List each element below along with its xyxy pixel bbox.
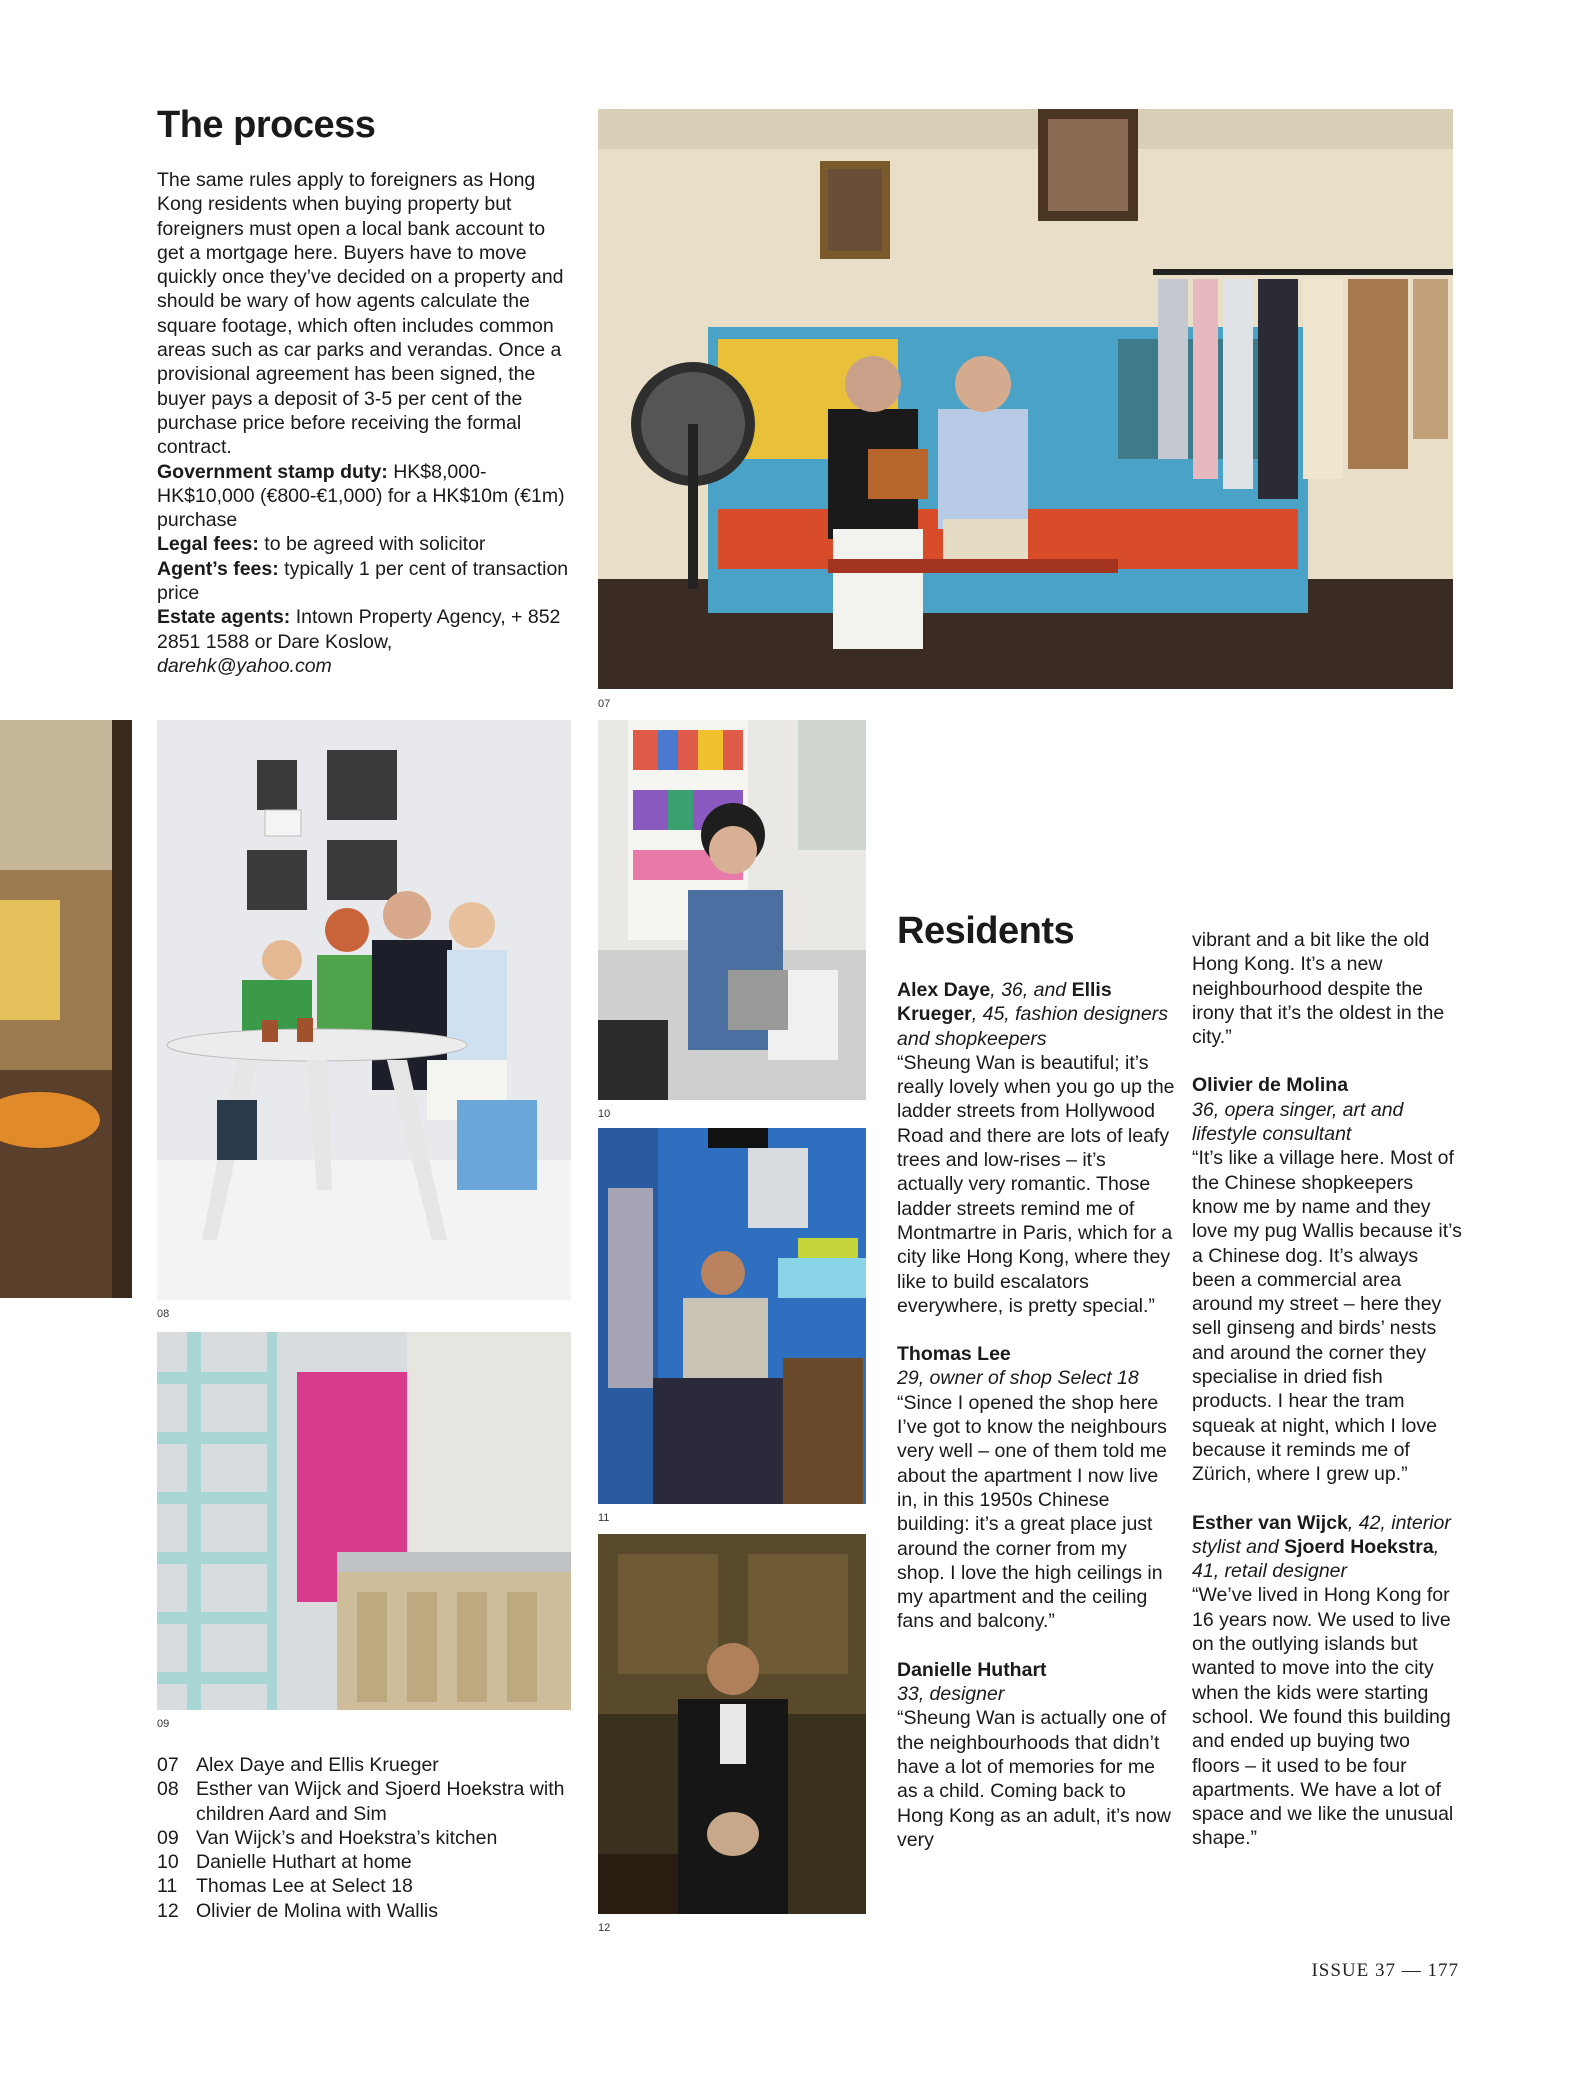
caption-number: 07 bbox=[157, 1754, 179, 1776]
residents-column-1 bbox=[897, 978, 1177, 1876]
resident-quote: “Since I opened the shop here I’ve got to know the neighbours very well – one of them told me about the apartment I now live in, in this 1950s Chinese building: it’s a great place just around the corner from my shop. I love the high ceilings in my apartment and the ceiling fans and balcony.” bbox=[897, 1391, 1167, 1633]
caption-text: Alex Daye and Ellis Krueger bbox=[196, 1754, 439, 1776]
photo-07 bbox=[598, 109, 1453, 689]
caption-text: Thomas Lee at Select 18 bbox=[196, 1875, 413, 1898]
resident-meta: 29, owner of shop Select 18 bbox=[897, 1367, 1139, 1390]
photo-11 bbox=[598, 1128, 866, 1504]
resident-meta: , 36, and bbox=[990, 979, 1072, 1001]
resident-name: Danielle Huthart bbox=[897, 1658, 1047, 1681]
photo-bleed-left bbox=[0, 720, 132, 1298]
resident-meta: , 45, fashion designers and shopkeepers bbox=[897, 1003, 1168, 1050]
photo-10 bbox=[598, 720, 866, 1100]
caption-row bbox=[157, 1777, 576, 1826]
resident-danielle-continued bbox=[1192, 928, 1462, 1049]
caption-text: Olivier de Molina with Wallis bbox=[196, 1899, 439, 1922]
resident-name: Ellis Krueger bbox=[897, 979, 1112, 1026]
caption-text: Danielle Huthart at home bbox=[196, 1851, 412, 1874]
caption-row bbox=[157, 1753, 576, 1777]
photo-number-07: 07 bbox=[598, 698, 611, 710]
agent-fees-label: Agent’s fees: bbox=[157, 557, 279, 580]
resident-quote: “Sheung Wan is actually one of the neighbourhoods that didn’t have a lot of memories for me as a child. Coming back to Hong Kong as an adult, it’s now very bbox=[897, 1707, 1171, 1851]
caption-row bbox=[157, 1826, 576, 1850]
resident-name: Sjoerd Hoekstra bbox=[1284, 1535, 1434, 1558]
caption-number: 11 bbox=[157, 1875, 178, 1898]
resident-name: Olivier de Molina bbox=[1192, 1074, 1349, 1097]
section-title-residents: Residents bbox=[897, 910, 1075, 952]
caption-text: Van Wijck’s and Hoekstra’s kitchen bbox=[196, 1826, 498, 1849]
estate-agents-label: Estate agents: bbox=[157, 606, 291, 629]
stamp-duty-label: Government stamp duty: bbox=[157, 460, 388, 483]
resident-quote: “It’s like a village here. Most of the Chinese shopkeepers know me by name and they love my pug Wallis because it’s a Chinese dog. It’s always been a commercial area around my street – here they sell ginseng and birds’ nests and around the corner they specialise in dried fish products. I hear the tram squeak at night, which I love because it reminds me of Zürich, where I grew up.” bbox=[1192, 1147, 1462, 1486]
resident-esther-sjoerd bbox=[1192, 1511, 1462, 1851]
resident-name: Alex Daye bbox=[897, 979, 991, 1001]
photo-08 bbox=[157, 720, 571, 1300]
agent-fees-value: typically 1 per cent of transaction price bbox=[157, 557, 569, 605]
caption-row bbox=[157, 1850, 576, 1874]
resident-meta: , 41, retail designer bbox=[1192, 1535, 1440, 1583]
resident-olivier bbox=[1192, 1073, 1462, 1486]
caption-number: 09 bbox=[157, 1826, 179, 1849]
legal-fees-value: to be agreed with solicitor bbox=[258, 533, 486, 556]
resident-name: Esther van Wijck bbox=[1192, 1511, 1348, 1534]
resident-danielle bbox=[897, 1658, 1177, 1852]
residents-column-2 bbox=[1192, 928, 1462, 1875]
resident-thomas bbox=[897, 1342, 1177, 1634]
resident-quote: “Sheung Wan is beautiful; it’s really lovely when you go up the ladder streets from Hollywood Road and there are lots of leafy trees and low-rises – it’s actually very romantic. Those ladder streets remind me of Montmartre in Paris, which for a city like Hong Kong, where they like to build escalators everywhere, is pretty special.” bbox=[897, 1051, 1175, 1317]
caption-row bbox=[157, 1874, 576, 1898]
photo-09 bbox=[157, 1332, 571, 1710]
caption-row bbox=[157, 1899, 576, 1923]
photo-number-10: 10 bbox=[598, 1108, 611, 1120]
legal-fees-label: Legal fees: bbox=[157, 533, 259, 556]
stamp-duty-value: HK$8,000-HK$10,000 (€800-€1,000) for a HK$10m (€1m) purchase bbox=[157, 460, 565, 532]
caption-number: 08 bbox=[157, 1778, 179, 1801]
section-title-process: The process bbox=[157, 104, 376, 146]
process-intro: The same rules apply to foreigners as Hong Kong residents when buying property but foreigners must open a local bank account to get a mortgage here. Buyers have to move quickly once they’ve decided on a property and should be wary of how agents calculate the square footage, which often includes common areas such as car parks and verandas. Once a provisional agreement has been signed, the buyer pays a deposit of 3-5 per cent of the purchase price before receiving the formal contract. bbox=[157, 169, 564, 459]
photo-number-09: 09 bbox=[157, 1718, 170, 1730]
resident-meta: 33, designer bbox=[897, 1683, 1005, 1706]
resident-meta: 36, opera singer, art and lifestyle consultant bbox=[1192, 1098, 1404, 1146]
photo-number-12: 12 bbox=[598, 1922, 611, 1934]
resident-meta: , 42, interior stylist and bbox=[1192, 1511, 1451, 1558]
photo-number-11: 11 bbox=[598, 1512, 610, 1524]
resident-alex-ellis bbox=[897, 978, 1177, 1318]
email-link[interactable]: darehk@yahoo.com bbox=[157, 654, 332, 677]
resident-quote: “We’ve lived in Hong Kong for 16 years now. We used to live on the outlying islands but wanted to move into the city when the kids were starting school. We found this building and ended up buying two floors – it used to be four apartments. We have a lot of space and we like the unusual shape.” bbox=[1192, 1584, 1454, 1850]
resident-quote: vibrant and a bit like the old Hong Kong. It’s a new neighbourhood despite the irony that it’s the oldest in the city.” bbox=[1192, 929, 1445, 1049]
caption-text: Esther van Wijck and Sjoerd Hoekstra with children Aard and Sim bbox=[196, 1778, 565, 1825]
estate-agents-value: Intown Property Agency, + 852 2851 1588 or Dare Koslow, bbox=[157, 606, 561, 653]
photo-number-08: 08 bbox=[157, 1308, 170, 1320]
resident-name: Thomas Lee bbox=[897, 1343, 1011, 1366]
caption-number: 10 bbox=[157, 1851, 179, 1874]
process-body bbox=[157, 168, 577, 678]
page-folio: ISSUE 37 — 177 bbox=[1311, 1960, 1459, 1981]
photo-12 bbox=[598, 1534, 866, 1914]
photo-captions bbox=[157, 1753, 576, 1923]
caption-number: 12 bbox=[157, 1899, 179, 1922]
